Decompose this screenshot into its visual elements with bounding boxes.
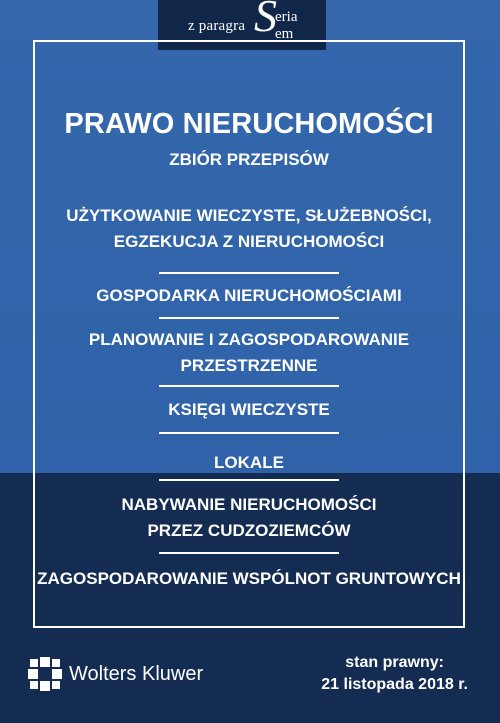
book-title: PRAWO NIERUCHOMOŚCI: [64, 108, 434, 140]
topic-5-line-1: LOKALE: [214, 453, 284, 472]
topic-3-line-1: PLANOWANIE I ZAGOSPODAROWANIE: [88, 330, 410, 349]
legal-state-date: 21 listopada 2018 r.: [321, 676, 468, 693]
series-s-letter: S: [254, 0, 277, 41]
topic-6-line-2: PRZEZ CUDZOZIEMCÓW: [147, 521, 351, 540]
series-prefix: z paragra: [188, 18, 246, 34]
topic-5: [33, 450, 465, 476]
topic-7-line-1: ZAGOSPODAROWANIE WSPÓLNOT GRUNTOWYCH: [37, 569, 461, 588]
series-em: em: [275, 26, 294, 42]
topic-1-line-1: UŻYTKOWANIE WIECZYSTE, SŁUŻEBNOŚCI,: [66, 206, 432, 225]
topic-6: [33, 492, 465, 544]
topic-divider: [159, 385, 339, 387]
legal-state: [321, 652, 468, 696]
topic-4-line-1: KSIĘGI WIECZYSTE: [168, 400, 330, 419]
topic-divider: [159, 272, 339, 274]
topic-3: [33, 327, 465, 379]
topic-7: [33, 566, 465, 592]
publisher-name: Wolters Kluwer: [69, 663, 204, 685]
topic-divider: [159, 317, 339, 319]
topic-6-line-1: NABYWANIE NIERUCHOMOŚCI: [121, 495, 377, 514]
legal-state-label: stan prawny:: [345, 654, 444, 671]
topic-divider: [159, 479, 339, 481]
topic-1-line-2: EGZEKUCJA Z NIERUCHOMOŚCI: [113, 232, 385, 251]
series-eria: eria: [275, 9, 298, 25]
topic-2-line-1: GOSPODARKA NIERUCHOMOŚCIAMI: [96, 286, 402, 305]
wolters-kluwer-logo-icon: [28, 657, 62, 691]
topic-divider: [159, 432, 339, 434]
topic-2: [33, 283, 465, 309]
topic-4: [33, 397, 465, 423]
topic-1: [33, 203, 465, 255]
book-subtitle: ZBIÓR PRZEPISÓW: [169, 150, 329, 169]
topic-3-line-2: PRZESTRZENNE: [180, 356, 318, 375]
publisher: [28, 657, 228, 697]
topic-divider: [159, 552, 339, 554]
